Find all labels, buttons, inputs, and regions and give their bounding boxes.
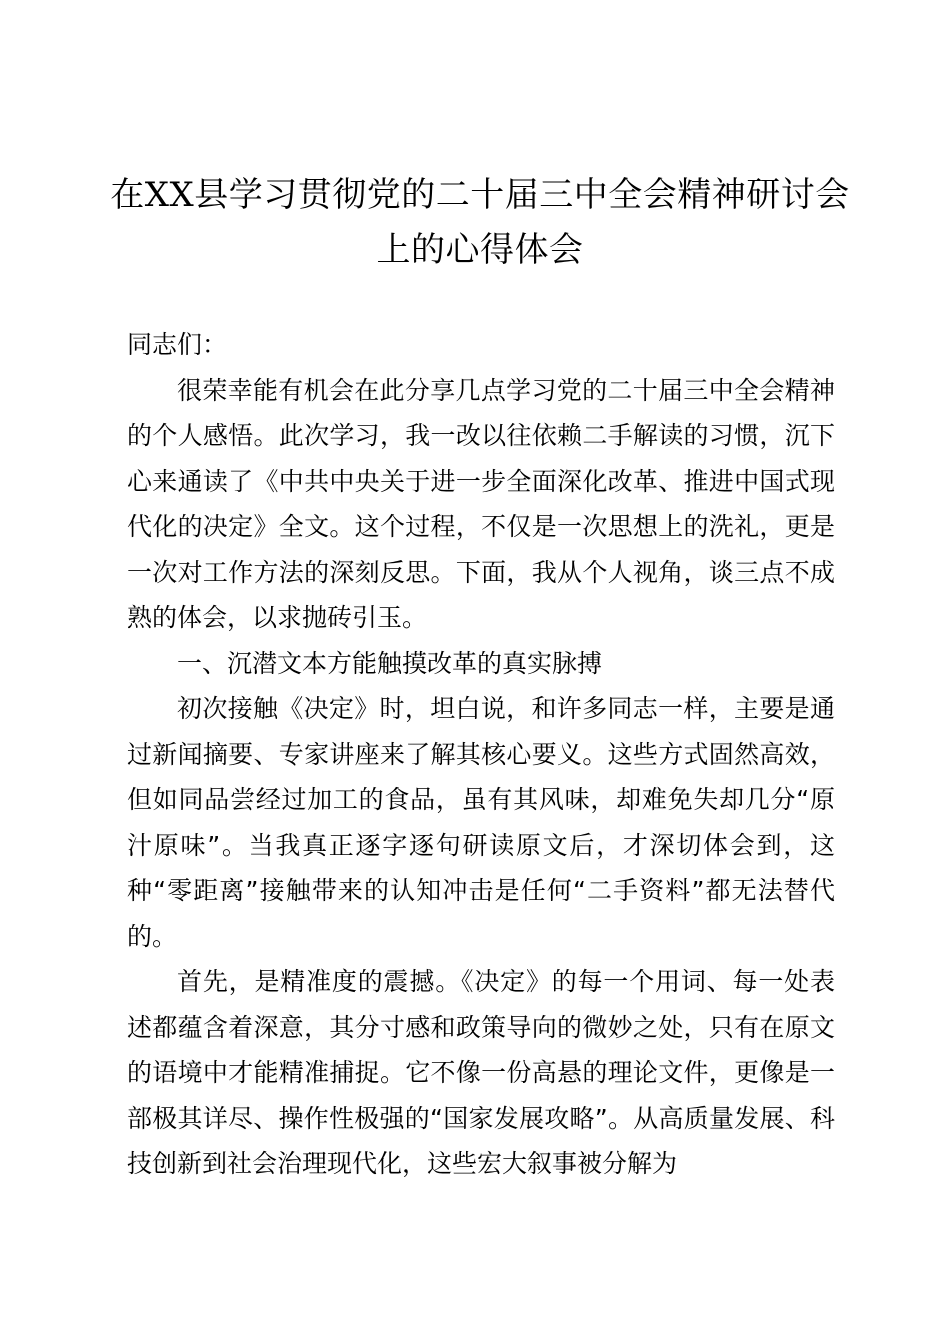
section-heading-1: 一、沉潜文本方能触摸改革的真实脉搏 (177, 648, 603, 678)
document-body (127, 322, 835, 1187)
paragraph-first-contact: 初次接触《决定》时，坦白说，和许多同志一样，主要是通过新闻摘要、专家讲座来了解其核心要义。这些方式固然高效，但如同品尝经过加工的食品，虽有其风味，却难免失却几分“原汁原味”。当我真正逐字逐句研读原文后，才深切体会到，这种“零距离”接触带来的认知冲击是任何“二手资料”都无法替代的。 (127, 694, 835, 951)
salutation: 同志们： (127, 330, 228, 359)
document-title: 在XX县学习贯彻党的二十届三中全会精神研讨会上的心得体会 (110, 175, 850, 270)
paragraph-intro: 很荣幸能有机会在此分享几点学习党的二十届三中全会精神的个人感悟。此次学习，我一改以往依赖二手解读的习惯，沉下心来通读了《中共中央关于进一步全面深化改革、推进中国式现代化的决定》全文。这个过程，不仅是一次思想上的洗礼，更是一次对工作方法的深刻反思。下面，我从个人视角，谈三点不成熟的体会，以求抛砖引玉。 (127, 375, 835, 632)
paragraph-precision: 首先，是精准度的震撼。《决定》的每一个用词、每一处表述都蕴含着深意，其分寸感和政策导向的微妙之处，只有在原文的语境中才能精准捕捉。它不像一份高悬的理论文件，更像是一部极其详尽、操作性极强的“国家发展攻略”。从高质量发展、科技创新到社会治理现代化，这些宏大叙事被分解为 (127, 967, 835, 1178)
